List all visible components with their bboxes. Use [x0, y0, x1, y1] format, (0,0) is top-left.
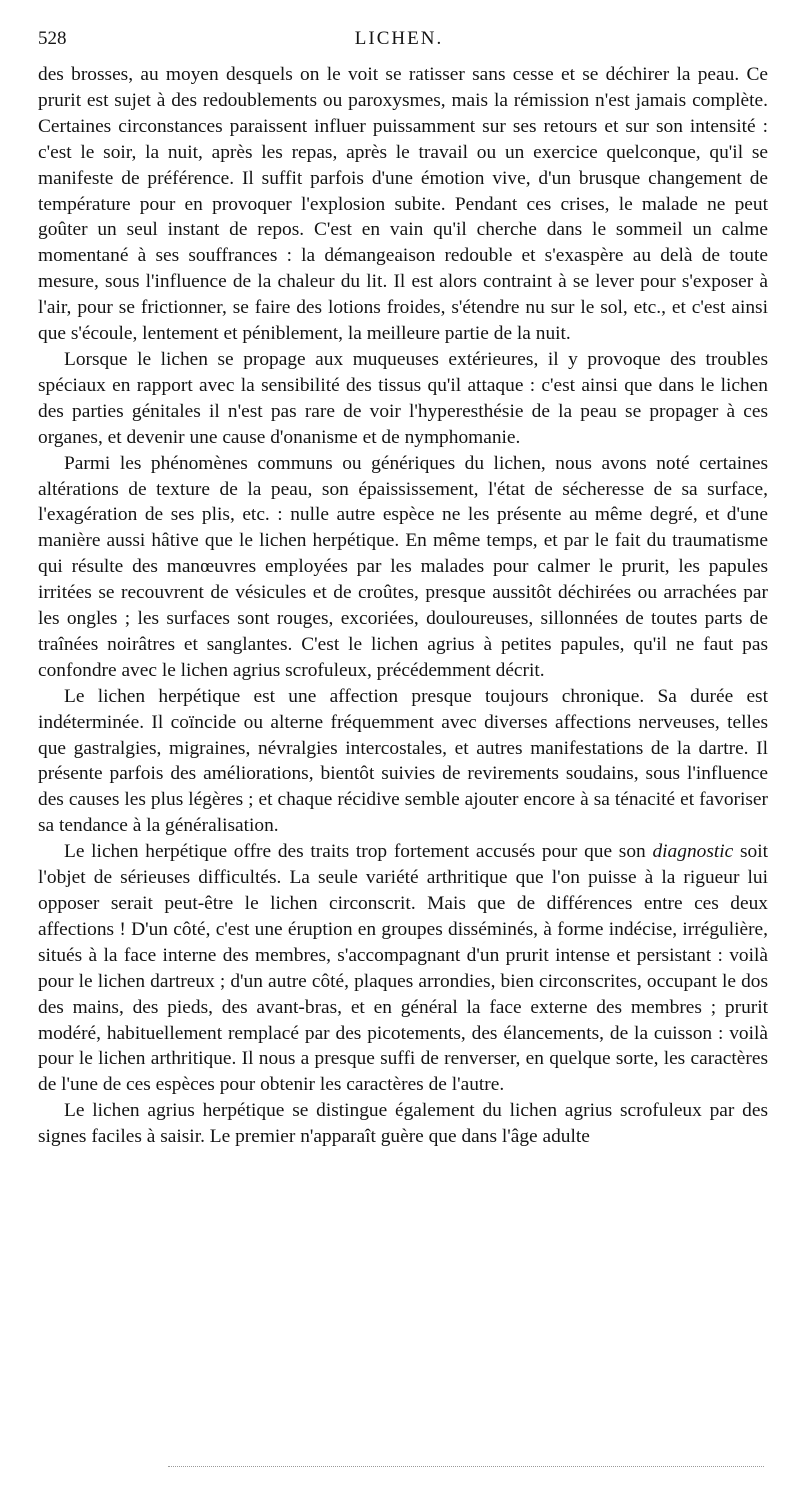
paragraph-4: Le lichen herpétique est une affection presque toujours chronique. Sa durée est indéterminée. Il coïncide ou alterne fréquemment avec diverses affections nerveuses, telles que gastralgies, migraines, névralgies intercostales, et autres manifestations de la dartre. Il présente parfois des améliorations, bientôt suivies de revirements soudains, sous l'influence des causes les plus légères ; et chaque récidive semble ajouter encore à sa ténacité et favoriser sa tendance à la généralisation.	[38, 685, 768, 837]
paragraph-5-text-after: soit l'objet de sérieuses difficultés. La seule variété arthritique que l'on puisse à la rigueur lui opposer serait peut-être le lichen circonscrit. Mais que de différences entre ces deux affections ! D'un côté, c'est une éruption en groupes disséminés, à forme indécise, irrégulière, situés à la face interne des membres, s'accompagnant d'un prurit intense et persistant : voilà pour le lichen dartreux ; d'un autre côté, plaques arrondies, bien circonscrites, occupant le dos des mains, des pieds, des avant-bras, et en général la face externe des membres ; prurit modéré, habituellement remplacé par des picotements, des élancements, de la cuisson : voilà pour le lichen arthritique. Il nous a presque suffi de renverser, en quelque sorte, les caractères de l'une de ces espèces pour obtenir les caractères de l'autre.	[38, 841, 768, 1096]
page-header	[38, 28, 760, 58]
paragraph-6: Le lichen agrius herpétique se distingue également du lichen agrius scrofuleux par des signes faciles à saisir. Le premier n'apparaît guère que dans l'âge adulte	[38, 1100, 768, 1148]
paragraph-1: des brosses, au moyen desquels on le voit se ratisser sans cesse et se déchirer la peau. Ce prurit est sujet à des redoublements ou paroxysmes, mais la rémission n'est jamais complète. Certaines circonstances paraissent influer puissamment sur ses retours et sur son intensité : c'est le soir, la nuit, après les repas, après le travail ou un exercice quelconque, qu'il se manifeste de préférence. Il suffit parfois d'une émotion vive, d'un brusque changement de température pour en provoquer l'explosion subite. Pendant ces crises, le malade ne peut goûter un seul instant de repos. C'est en vain qu'il cherche dans le sommeil un calme momentané à ses souffrances : la démangeaison redouble et s'exaspère au delà de toute mesure, sous l'influence de la chaleur du lit. Il est alors contraint à se lever pour s'exposer à l'air, pour se frictionner, se faire des lotions froides, s'étendre nu sur le sol, etc., et c'est ainsi que s'écoule, lentement et péniblement, la meilleure partie de la nuit.	[38, 64, 768, 345]
page-number: 528	[38, 28, 67, 49]
body-text	[38, 62, 768, 1150]
paragraph-3: Parmi les phénomènes communs ou génériques du lichen, nous avons noté certaines altérations de texture de la peau, son épaississement, l'état de sécheresse de sa surface, l'exagération de ses plis, etc. : nulle autre espèce ne les présente au même degré, et d'une manière aussi hâtive que le lichen herpétique. En même temps, et par le fait du traumatisme qui résulte des manœuvres employées par les malades pour calmer le prurit, les papules irritées se recouvrent de vésicules et de croûtes, presque aussitôt déchirées ou arrachées par les ongles ; les surfaces sont rouges, excoriées, douloureuses, sillonnées de toutes parts de traînées noirâtres et sanglantes. C'est le lichen agrius à petites papules, qu'il ne faut pas confondre avec le lichen agrius scrofuleux, précédemment décrit.	[38, 452, 768, 681]
running-title: LICHEN.	[354, 28, 444, 49]
footer-dotted-rule	[168, 1466, 764, 1467]
paragraph-5	[38, 839, 768, 1098]
italic-term-diagnostic: diagnostic	[652, 841, 734, 863]
paragraph-5-text-before: Le lichen herpétique offre des traits trop fortement accusés pour que son	[64, 841, 653, 863]
paragraph-2: Lorsque le lichen se propage aux muqueuses extérieures, il y provoque des troubles spéciaux en rapport avec la sensibilité des tissus qu'il attaque : c'est ainsi que dans le lichen des parties génitales il n'est pas rare de voir l'hyperesthésie de la peau se propager à ces organes, et devenir une cause d'onanisme et de nymphomanie.	[38, 348, 768, 448]
